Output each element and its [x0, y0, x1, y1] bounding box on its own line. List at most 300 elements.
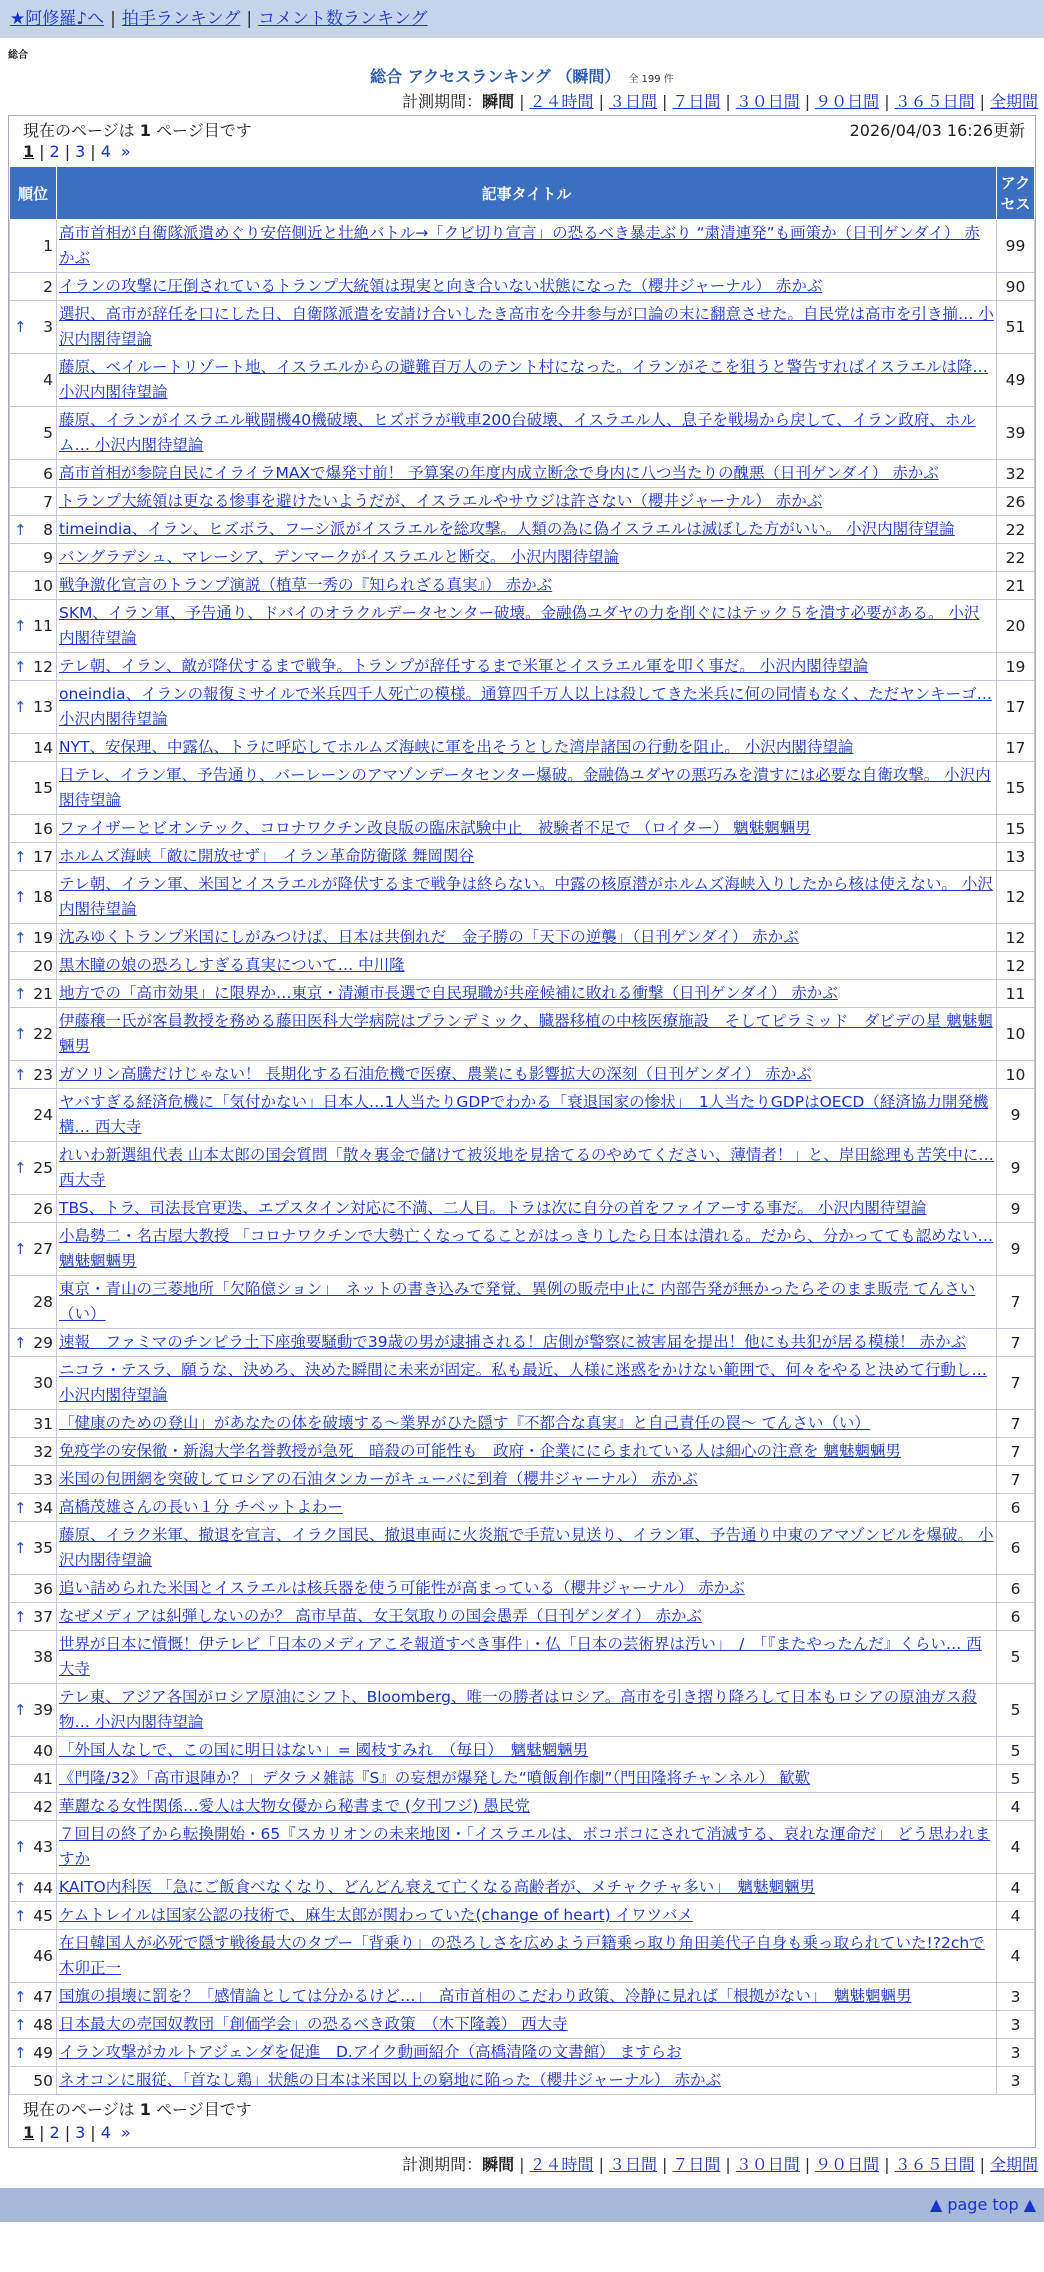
access-count: 17 [997, 734, 1035, 762]
rank-cell [10, 516, 57, 544]
pager-page-link[interactable]: 3 [75, 2123, 86, 2142]
rank-number: 37 [33, 1607, 53, 1626]
rank-number: 9 [43, 548, 53, 567]
rank-up-icon: ↑ [14, 1240, 27, 1258]
table-row [10, 1874, 1035, 1902]
title-cell [57, 2011, 997, 2039]
header-access: アクセス [997, 167, 1035, 220]
title-cell [57, 1737, 997, 1765]
table-row [10, 1930, 1035, 1983]
title-cell [57, 1821, 997, 1874]
pager-sep: | [64, 142, 71, 161]
title-cell [57, 1008, 997, 1061]
article-link[interactable]: ニコラ・テスラ、願うな、決めろ、決めた瞬間に未来が固定。私も最近、人様に迷惑をかけない範囲で、何々をやると決めて行動し… 小沢内閣待望論 [59, 1361, 987, 1404]
rank-cell [10, 924, 57, 952]
article-link[interactable]: イラン攻撃がカルトアジェンダを促進 D.アイク動画紹介（高橋清隆の文書館） ますらお [59, 2043, 682, 2061]
period-sep: | [661, 92, 668, 111]
access-count: 4 [997, 1874, 1035, 1902]
pager-current-page: 1 [23, 142, 35, 161]
rank-cell [10, 1061, 57, 1089]
rank-up-icon: ↑ [14, 1333, 27, 1352]
table-row [10, 1438, 1035, 1466]
table-row [10, 1902, 1035, 1930]
pager-sep: | [39, 142, 45, 161]
rank-cell [10, 1902, 57, 1930]
article-link[interactable]: なぜメディアは糾弾しないのか？ 高市早苗、女王気取りの国会愚弄（日刊ゲンダイ） 赤かぶ [59, 1607, 702, 1625]
title-cell [57, 1603, 997, 1631]
table-row [10, 1223, 1035, 1276]
article-link[interactable]: バングラデシュ、マレーシア、デンマークがイスラエルと断交。 小沢内閣待望論 [59, 548, 619, 566]
access-count: 15 [997, 815, 1035, 843]
rank-cell [10, 734, 57, 762]
title-cell [57, 734, 997, 762]
table-row [10, 681, 1035, 734]
period-link[interactable]: ７日間 [672, 92, 721, 111]
rank-up-icon: ↑ [14, 1607, 27, 1626]
article-link[interactable]: 免疫学の安保徹・新潟大学名誉教授が急死 暗殺の可能性も 政府・企業ににらまれている人は細心の注意を 魑魅魍魎男 [59, 1442, 901, 1460]
article-link[interactable]: ネオコンに服従、「首なし鶏」状態の日本は米国以上の窮地に陥った（櫻井ジャーナル） 赤かぶ [59, 2071, 721, 2089]
article-link[interactable]: NYT、安保理、中露仏、トラに呼応してホルムズ海峡に軍を出そうとした湾岸諸国の行動を阻止。 小沢内閣待望論 [59, 738, 854, 756]
table-row [10, 407, 1035, 460]
title-cell [57, 952, 997, 980]
title-cell [57, 1902, 997, 1930]
access-count: 90 [997, 273, 1035, 301]
article-link[interactable]: 伊藤穣一氏が客員教授を務める藤田医科大学病院はプランデミック、臓器移植の中核医療施設 そしてピラミッド ダビデの星 魑魅魍魎男 [59, 1012, 993, 1055]
rank-cell [10, 815, 57, 843]
rank-number: 43 [33, 1838, 53, 1856]
updated-timestamp: 2026/04/03 16:26更新 [849, 121, 1025, 140]
article-link[interactable]: 米国の包囲網を突破してロシアの石油タンカーがキューバに到着（櫻井ジャーナル） 赤かぶ [59, 1470, 698, 1488]
pager-page-link[interactable]: 4 [100, 2123, 111, 2142]
title-cell [57, 354, 997, 407]
access-count: 10 [997, 1061, 1035, 1089]
rank-up-icon: ↑ [14, 698, 27, 716]
table-row [10, 1008, 1035, 1061]
top-nav [0, 0, 1044, 38]
rank-cell [10, 600, 57, 653]
rank-number: 2 [43, 277, 53, 296]
table-row [10, 516, 1035, 544]
table-row [10, 1575, 1035, 1603]
nav-link-clap-ranking[interactable]: 拍手ランキング [121, 9, 241, 29]
title-cell [57, 1142, 997, 1195]
period-link[interactable]: ２４時間 [529, 92, 594, 111]
pager-sep: | [90, 142, 96, 161]
table-row [10, 354, 1035, 407]
period-current: 瞬間 [482, 2155, 515, 2174]
access-count: 5 [997, 1765, 1035, 1793]
access-count: 32 [997, 460, 1035, 488]
page-info-bottom: 現在のページは 1 ページ目です [23, 2100, 252, 2119]
access-count: 99 [997, 220, 1035, 273]
rank-number: 14 [33, 738, 53, 757]
rank-cell [10, 2067, 57, 2095]
period-sep: | [661, 2155, 668, 2174]
rank-up-icon: ↑ [14, 1838, 27, 1856]
rank-cell [10, 572, 57, 600]
title-cell [57, 2067, 997, 2095]
article-link[interactable]: 藤原、ベイルートリゾート地、イスラエルからの避難百万人のテント村になった。イランがそこを狙うと警告すればイスラエルは降… 小沢内閣待望論 [59, 358, 988, 401]
period-link[interactable]: ３６５日間 [894, 92, 975, 111]
period-label: 計測期間： [402, 2155, 483, 2174]
table-row [10, 1089, 1035, 1142]
table-row [10, 273, 1035, 301]
rank-cell [10, 1684, 57, 1737]
rank-up-icon: ↑ [14, 1159, 27, 1177]
rank-number: 47 [33, 1987, 53, 2006]
access-count: 12 [997, 871, 1035, 924]
article-link[interactable]: 華麗なる女性関係…愛人は大物女優から秘書まで (夕刊フジ) 愚民党 [59, 1797, 530, 1815]
article-link[interactable]: 《門隆/32》「高市退陣か？」デタラメ雑誌『S』の妄想が爆発した“噴飯創作劇”（門田隆将チャンネル） 歓歎 [59, 1769, 811, 1787]
rank-up-icon: ↑ [14, 1701, 27, 1719]
rank-up-icon: ↑ [14, 928, 27, 947]
rank-number: 46 [33, 1947, 53, 1965]
period-link[interactable]: ３０日間 [735, 2155, 800, 2174]
rank-number: 20 [33, 956, 53, 975]
title-cell [57, 1793, 997, 1821]
rank-cell [10, 980, 57, 1008]
article-link[interactable]: 藤原、イラク米軍、撤退を宣言、イラク国民、撤退車両に火炎瓶で手荒い見送り、イラン軍、予告通り中東のアマゾンビルを爆破。 小沢内閣待望論 [59, 1526, 994, 1569]
rank-up-icon: ↑ [14, 888, 27, 906]
period-link[interactable]: ７日間 [672, 2155, 721, 2174]
access-count: 15 [997, 762, 1035, 815]
page-top-link[interactable]: ▲ page top ▲ [929, 2195, 1036, 2214]
pager-page-link[interactable]: 2 [49, 2123, 60, 2142]
article-link[interactable]: 藤原、イランがイスラエル戦闘機40機破壊、ヒズボラが戦車200台破壊、イスラエル人、息子を戦場から戻して、イラン政府、ホルム… 小沢内閣待望論 [59, 411, 976, 454]
rank-number: 19 [33, 928, 53, 947]
rank-number: 6 [43, 464, 53, 483]
article-link[interactable]: ホルムズ海峡「敵に開放せず」 イラン革命防衛隊 舞岡関谷 [59, 847, 475, 865]
rank-number: 7 [43, 492, 53, 511]
rank-up-icon: ↑ [14, 1878, 27, 1897]
rank-up-icon: ↑ [14, 984, 27, 1003]
rank-number: 40 [33, 1741, 53, 1760]
rank-cell [10, 407, 57, 460]
rank-cell [10, 1765, 57, 1793]
pager-sep: | [39, 2123, 45, 2142]
access-count: 9 [997, 1089, 1035, 1142]
article-link[interactable]: 小島勢二・名古屋大教授 「コロナワクチンで大勢亡くなってることがはっきりしたら日本は潰れる。だから、分かってても認めない… 魑魅魍魎男 [59, 1227, 994, 1270]
article-link[interactable]: 世界が日本に憤慨！伊テレビ「日本のメディアこそ報道すべき事件」・仏「日本の芸術界は汚い」 / 「『またやったんだ』くらい… 西大寺 [59, 1635, 982, 1678]
article-link[interactable]: 追い詰められた米国とイスラエルは核兵器を使う可能性が高まっている（櫻井ジャーナル） 赤かぶ [59, 1579, 745, 1597]
period-selector-top [0, 89, 1044, 115]
table-row [10, 1494, 1035, 1522]
rank-cell [10, 354, 57, 407]
period-link[interactable]: ９０日間 [815, 92, 880, 111]
access-count: 6 [997, 1575, 1035, 1603]
access-count: 7 [997, 1438, 1035, 1466]
table-row [10, 1684, 1035, 1737]
access-count: 26 [997, 488, 1035, 516]
table-row [10, 871, 1035, 924]
rank-number: 3 [43, 318, 53, 336]
rank-number: 25 [33, 1159, 53, 1177]
access-count: 5 [997, 1631, 1035, 1684]
table-row [10, 1410, 1035, 1438]
rank-number: 38 [33, 1648, 53, 1666]
rank-cell [10, 1821, 57, 1874]
article-link[interactable]: 黒木瞳の娘の恐ろしすぎる真実について… 中川隆 [59, 956, 405, 974]
period-link[interactable]: ３日間 [608, 92, 657, 111]
article-link[interactable]: イランの攻撃に圧倒されているトランプ大統領は現実と向き合いない状態になった（櫻井ジャーナル） 赤かぶ [59, 277, 823, 295]
period-link[interactable]: 全期間 [989, 2155, 1038, 2174]
rank-number: 15 [33, 779, 53, 797]
rank-number: 13 [33, 698, 53, 716]
article-link[interactable]: 国旗の損壊に罰を？「感情論としては分かるけど…」 高市首相のこだわり政策、冷静に見れば「根拠がない」 魑魅魍魎男 [59, 1987, 912, 2005]
rank-cell [10, 653, 57, 681]
access-count: 3 [997, 2011, 1035, 2039]
rank-cell [10, 1089, 57, 1142]
table-row [10, 1061, 1035, 1089]
article-link[interactable]: 日テレ、イラン軍、予告通り、バーレーンのアマゾンデータセンター爆破。金融偽ユダヤの悪巧みを潰すには必要な自衛攻撃。 小沢内閣待望論 [59, 766, 991, 809]
access-count: 7 [997, 1276, 1035, 1329]
rank-cell [10, 1631, 57, 1684]
access-count: 7 [997, 1410, 1035, 1438]
table-row [10, 1357, 1035, 1410]
period-sep: | [598, 92, 604, 111]
nav-link-comment-ranking[interactable]: コメント数ランキング [258, 9, 428, 29]
rank-up-icon: ↑ [14, 2043, 27, 2062]
period-link[interactable]: ２４時間 [529, 2155, 594, 2174]
rank-number: 4 [43, 371, 53, 389]
access-count: 3 [997, 1983, 1035, 2011]
article-link[interactable]: SKM、イラン軍、予告通り、ドバイのオラクルデータセンター破壊。金融偽ユダヤの力を削ぐにはテック５を潰す必要がある。 小沢内閣待望論 [59, 604, 980, 647]
period-sep: | [979, 92, 985, 111]
period-label: 計測期間： [402, 92, 483, 111]
access-count: 20 [997, 600, 1035, 653]
access-count: 10 [997, 1008, 1035, 1061]
period-current: 瞬間 [482, 92, 515, 111]
rank-cell [10, 301, 57, 354]
period-sep: | [519, 2155, 525, 2174]
title-cell [57, 2039, 997, 2067]
period-sep: | [598, 2155, 604, 2174]
period-link[interactable]: 全期間 [989, 92, 1038, 111]
title-cell [57, 1276, 997, 1329]
rank-number: 21 [33, 984, 53, 1003]
article-link[interactable]: 地方での「高市効果」に限界か…東京・清瀬市長選で自民現職が共産候補に敗れる衝撃（日刊ゲンダイ） 赤かぶ [59, 984, 838, 1002]
article-link[interactable]: 高市首相が自衛隊派遣めぐり安倍側近と壮絶バトル→「クビ切り宣言」の恐るべき暴走ぶり “粛清連発”も画策か（日刊ゲンダイ） 赤かぶ [59, 224, 980, 267]
rank-up-icon: ↑ [14, 1498, 27, 1517]
pager-sep: | [90, 2123, 96, 2142]
title-cell [57, 1223, 997, 1276]
rank-number: 36 [33, 1579, 53, 1598]
rank-number: 12 [33, 657, 53, 676]
rank-cell [10, 1142, 57, 1195]
period-link[interactable]: ３日間 [608, 2155, 657, 2174]
access-count: 4 [997, 1821, 1035, 1874]
rank-cell [10, 1195, 57, 1223]
rank-cell [10, 843, 57, 871]
table-row [10, 843, 1035, 871]
article-link[interactable]: 選択、高市が辞任を口にした日、自衛隊派遣を安請け合いしたき高市を今井参与が口論の末に翻意させた。自民党は高市を引き揃… 小沢内閣待望論 [59, 305, 994, 348]
rank-up-icon: ↑ [14, 657, 27, 676]
rank-cell [10, 1276, 57, 1329]
rank-cell [10, 1522, 57, 1575]
period-sep: | [519, 92, 525, 111]
article-link[interactable]: 「外国人なしで、この国に明日はない」= 國枝すみれ （毎日） 魑魅魍魎男 [59, 1741, 589, 1759]
period-selector-bottom [0, 2152, 1044, 2178]
article-link[interactable]: timeindia、イラン、ヒズボラ、フーシ派がイスラエルを総攻撃。人類の為に偽イスラエルは滅ぼした方がいい。 小沢内閣待望論 [59, 520, 955, 538]
title-cell [57, 1983, 997, 2011]
article-link[interactable]: 日本最大の売国奴教団「創価学会」の恐るべき政策 （木下隆義） 西大寺 [59, 2015, 568, 2033]
title-cell [57, 488, 997, 516]
article-link[interactable]: ヤバすぎる経済危機に「気付かない」日本人…1人当たりGDPでわかる「衰退国家の惨状」 1人当たりGDPはOECD（経済協力開発機構… 西大寺 [59, 1093, 989, 1136]
period-link[interactable]: ３６５日間 [894, 2155, 975, 2174]
table-row [10, 2067, 1035, 2095]
period-link[interactable]: ３０日間 [735, 92, 800, 111]
access-count: 9 [997, 1195, 1035, 1223]
article-link[interactable]: トランプ大統領は更なる惨事を避けたいようだが、イスラエルやサウジは許さない（櫻井ジャーナル） 赤かぶ [59, 492, 823, 510]
rank-cell [10, 1874, 57, 1902]
rank-number: 49 [33, 2043, 53, 2062]
rank-number: 50 [33, 2071, 53, 2090]
rank-cell [10, 1793, 57, 1821]
article-link[interactable]: 東京・青山の三菱地所「欠陥億ション」 ネットの書き込みで発覚、異例の販売中止に 内部告発が無かったらそのまま販売 てんさい（い） [59, 1280, 976, 1323]
rank-up-icon: ↑ [14, 847, 27, 866]
period-sep: | [725, 92, 731, 111]
title-cell [57, 1494, 997, 1522]
article-link[interactable]: 「健康のための登山」があなたの体を破壊する〜業界がひた隠す『不都合な真実』と自己責任の罠〜 てんさい（い） [59, 1414, 870, 1432]
period-sep: | [725, 2155, 731, 2174]
table-row [10, 2039, 1035, 2067]
article-link[interactable]: テレ東、アジア各国がロシア原油にシフト、Bloomberg、唯一の勝者はロシア。高市を引き摺り降ろして日本もロシアの原油ガス殺物… 小沢内閣待望論 [59, 1688, 977, 1731]
article-link[interactable]: テレ朝、イラン軍、米国とイスラエルが降伏するまで戦争は終らない。中露の核原潜がホルムズ海峡入りしたから核は使えない。 小沢内閣待望論 [59, 875, 993, 918]
access-count: 22 [997, 516, 1035, 544]
article-link[interactable]: 高市首相が参院自民にイライラMAXで爆発寸前！ 予算案の年度内成立断念で身内に八つ当たりの醜悪（日刊ゲンダイ） 赤かぶ [59, 464, 939, 482]
rank-number: 1 [43, 237, 53, 255]
table-row [10, 1142, 1035, 1195]
access-count: 11 [997, 980, 1035, 1008]
access-count: 49 [997, 354, 1035, 407]
title-cell [57, 1061, 997, 1089]
access-count: 3 [997, 2067, 1035, 2095]
table-row [10, 980, 1035, 1008]
table-row [10, 1983, 1035, 2011]
ranking-table [9, 166, 1035, 2095]
rank-number: 33 [33, 1470, 53, 1489]
rank-number: 11 [33, 617, 53, 635]
article-link[interactable]: KAITO内科医 「急にご飯食べなくなり、どんどん衰えて亡くなる高齢者が、メチャクチャ多い」 魑魅魍魎男 [59, 1878, 815, 1896]
rank-number: 45 [33, 1906, 53, 1925]
article-link[interactable]: テレ朝、イラン、敵が降伏するまで戦争。トランプが辞任するまで米軍とイスラエル軍を叩く事だ。 小沢内閣待望論 [59, 657, 869, 675]
period-sep: | [979, 2155, 985, 2174]
rank-cell [10, 273, 57, 301]
article-link[interactable]: 沈みゆくトランプ米国にしがみつけば、日本は共倒れだ 金子勝の「天下の逆襲」（日刊ゲンダイ） 赤かぶ [59, 928, 799, 946]
title-cell [57, 1575, 997, 1603]
access-count: 5 [997, 1684, 1035, 1737]
table-row [10, 572, 1035, 600]
pager-page-link[interactable]: 4 [100, 142, 111, 161]
title-cell [57, 871, 997, 924]
article-link[interactable]: 速報 ファミマのチンピラ土下座強要騒動で39歳の男が逮捕される！店側が警察に被害届を提出！他にも共犯が居る模様！ 赤かぶ [59, 1333, 967, 1351]
article-link[interactable]: oneindia、イランの報復ミサイルで米兵四千人死亡の模様。通算四千万人以上は殺してきた米兵に何の同情もなく、ただヤンキーゴ… 小沢内閣待望論 [59, 685, 993, 728]
access-count: 6 [997, 1494, 1035, 1522]
title-cell [57, 924, 997, 952]
access-count: 6 [997, 1603, 1035, 1631]
rank-number: 28 [33, 1293, 53, 1311]
table-row [10, 762, 1035, 815]
rank-number: 31 [33, 1414, 53, 1433]
access-count: 22 [997, 544, 1035, 572]
title-cell [57, 843, 997, 871]
rank-number: 10 [33, 576, 53, 595]
article-link[interactable]: ガソリン高騰だけじゃない！ 長期化する石油危機で医療、農業にも影響拡大の深刻（日刊ゲンダイ） 赤かぶ [59, 1065, 812, 1083]
pager-next-link[interactable]: » [120, 2123, 131, 2142]
article-link[interactable]: れいわ新選組代表 山本太郎の国会質問「散々裏金で儲けて被災地を見捨てるのやめてください、薄情者！」と、岸田総理も苦笑中に… 西大寺 [59, 1146, 994, 1189]
article-link[interactable]: TBS、トラ、司法長官更迭、エプスタイン対応に不満、二人目。トラは次に自分の首をファイアーする事だ。 小沢内閣待望論 [59, 1199, 927, 1217]
breadcrumb: 総合 [8, 50, 28, 61]
rank-cell [10, 1983, 57, 2011]
access-count: 7 [997, 1357, 1035, 1410]
article-link[interactable]: ファイザーとビオンテック、コロナワクチン改良版の臨床試験中止 被験者不足で （ロイター） 魑魅魍魎男 [59, 819, 811, 837]
header-rank: 順位 [10, 167, 57, 220]
rank-cell [10, 1603, 57, 1631]
access-count: 12 [997, 924, 1035, 952]
period-link[interactable]: ９０日間 [815, 2155, 880, 2174]
pager-bottom [9, 2123, 1035, 2147]
pager-page-link[interactable]: 3 [75, 142, 86, 161]
item-count: 全 199 件 [628, 74, 674, 85]
rank-cell [10, 1466, 57, 1494]
rank-number: 35 [33, 1539, 53, 1557]
access-count: 7 [997, 1329, 1035, 1357]
table-row [10, 734, 1035, 762]
rank-up-icon: ↑ [14, 520, 27, 539]
page-info-top [9, 116, 1035, 142]
rank-number: 41 [33, 1769, 53, 1788]
title-cell [57, 301, 997, 354]
table-row [10, 653, 1035, 681]
rank-cell [10, 220, 57, 273]
title-cell [57, 1466, 997, 1494]
ranking-panel [8, 115, 1036, 2148]
title-cell [57, 1089, 997, 1142]
period-sep: | [804, 2155, 811, 2174]
rank-number: 32 [33, 1442, 53, 1461]
article-link[interactable]: 高橋茂雄さんの長い１分 チベットよわー [59, 1498, 343, 1516]
access-count: 3 [997, 2039, 1035, 2067]
rank-cell [10, 1737, 57, 1765]
access-count: 39 [997, 407, 1035, 460]
title-cell [57, 220, 997, 273]
pager-next-link[interactable]: » [120, 142, 131, 161]
table-row [10, 1765, 1035, 1793]
rank-number: 34 [33, 1498, 53, 1517]
pager-page-link[interactable]: 2 [49, 142, 60, 161]
rank-number: 48 [33, 2015, 53, 2034]
access-count: 4 [997, 1930, 1035, 1983]
access-count: 7 [997, 1466, 1035, 1494]
rank-up-icon: ↑ [14, 1987, 27, 2006]
rank-number: 27 [33, 1240, 53, 1258]
article-link[interactable]: 戦争激化宣言のトランプ演説（植草一秀の『知られざる真実』） 赤かぶ [59, 576, 553, 594]
rank-number: 8 [43, 520, 53, 539]
table-row [10, 2011, 1035, 2039]
page-title [0, 64, 1044, 87]
rank-cell [10, 544, 57, 572]
footer-bar [0, 2188, 1044, 2222]
rank-number: 18 [33, 888, 53, 906]
table-row [10, 815, 1035, 843]
period-sep: | [884, 2155, 890, 2174]
article-link[interactable]: 在日韓国人が必死で隠す戦後最大のタブー「背乗り」の恐ろしさを広めよう戸籍乗っ取り角田美代子自身も乗っ取られていた!?2chで 木卯正一 [59, 1934, 985, 1977]
article-link[interactable]: ７回目の終了から転換開始・65『スカリオンの未来地図・「イスラエルは、ボコボコにされて消滅する、哀れな運命だ」 どう思われますか [59, 1825, 991, 1868]
title-cell [57, 1874, 997, 1902]
article-link[interactable]: ケムトレイルは国家公認の技術で、麻生太郎が関わっていた(change of heart) イワツバメ [59, 1906, 693, 1924]
nav-link-asyura[interactable]: ★阿修羅♪へ [10, 9, 105, 29]
rank-number: 5 [43, 424, 53, 442]
